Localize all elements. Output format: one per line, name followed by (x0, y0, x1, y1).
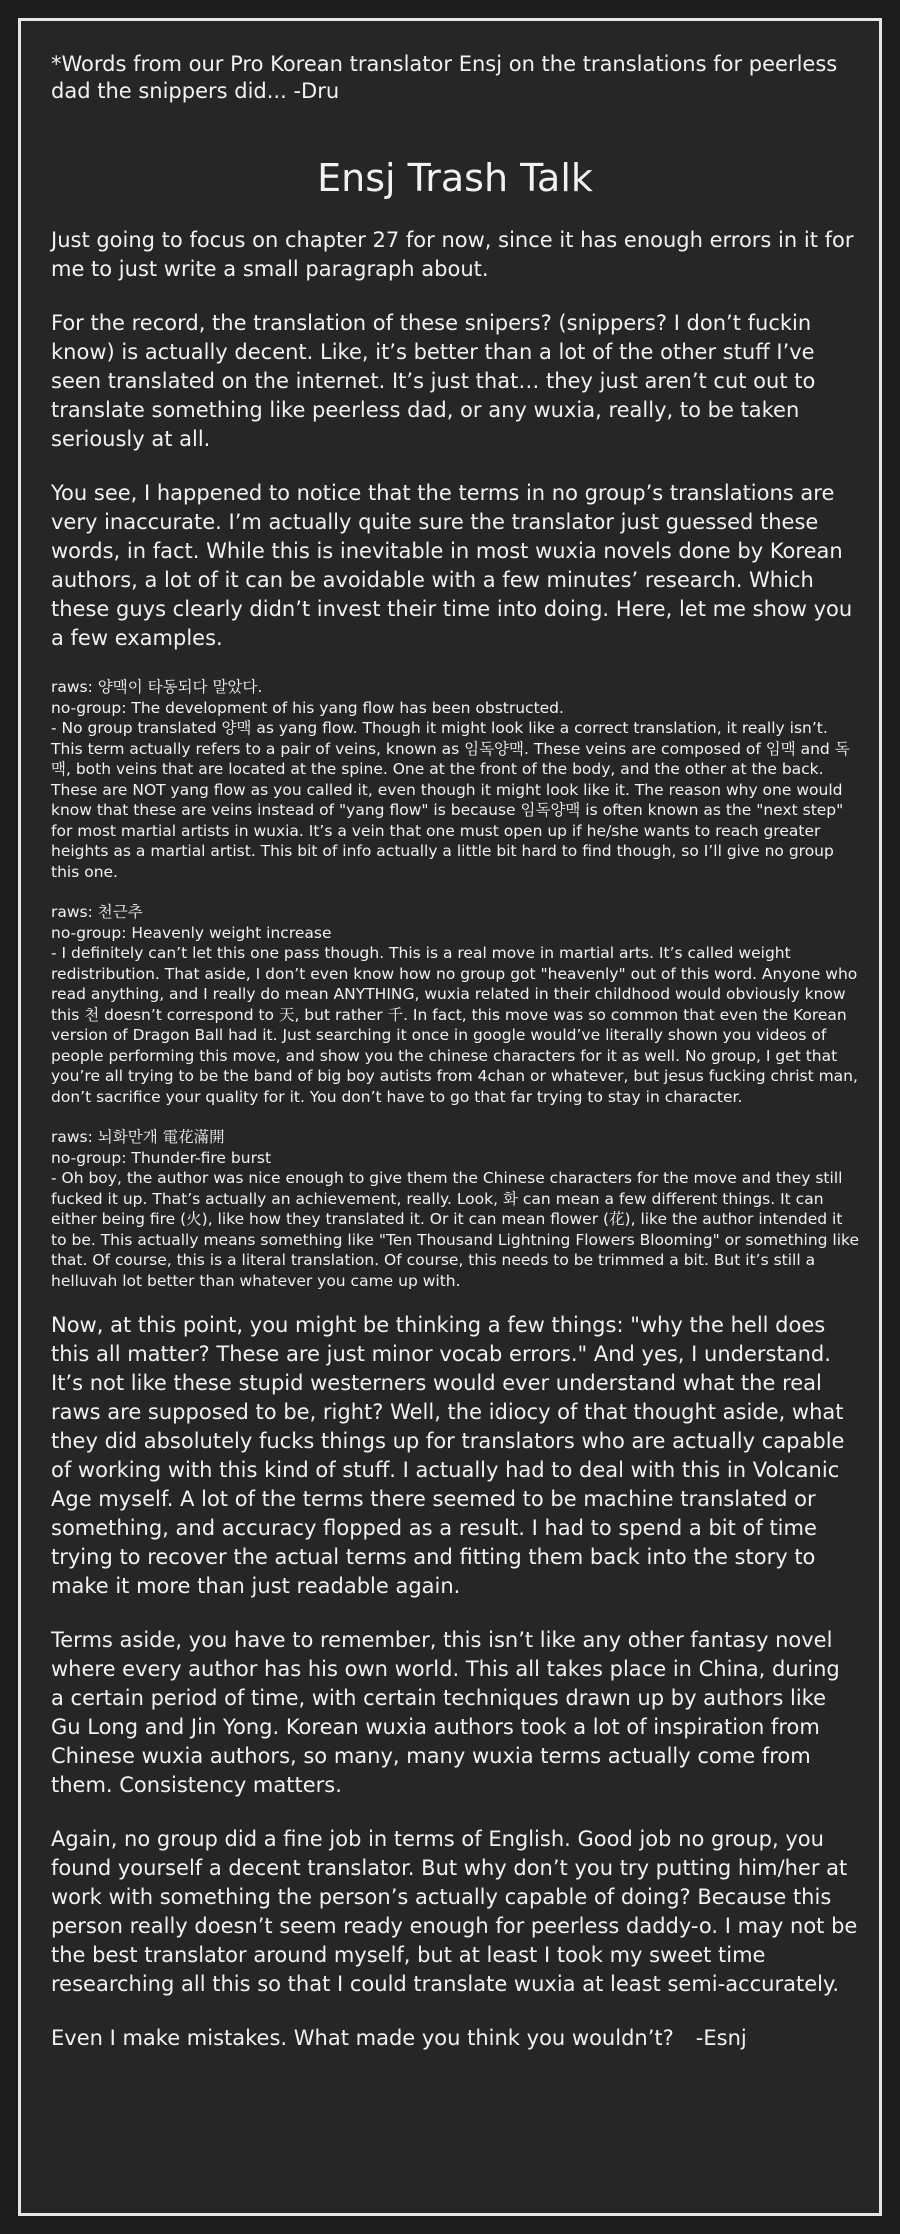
example-raws: raws: 양맥이 타동되다 말았다. (51, 678, 263, 696)
paragraph: Terms aside, you have to remember, this isn’t like any other fantasy novel where every author has his own world. This all takes place in China, during a certain period of time, with certain techniques drawn up by authors like Gu Long and Jin Yong. Korean wuxia authors took a lot of inspiration from Chinese wuxia authors, so many, many wuxia terms actually come from them. Consistency matters. (51, 1628, 840, 1797)
document-content (51, 51, 859, 2053)
document-frame (18, 18, 882, 2216)
page-title: Ensj Trash Talk (317, 156, 593, 200)
example-comment: - Oh boy, the author was nice enough to give them the Chinese characters for the move and they still fucked it up. That’s actually an achievement, really. Look, 화 can mean a few different things. It can either being fire (火), like how they translated it. Or it can mean flower (花), like the author intended it to be. This actually means something like "Ten Thousand Lightning Flowers Blooming" or something like that. Of course, this is a literal translation. Of course, this needs to be trimmed a bit. But it’s still a helluvah lot better than whatever you came up with. (51, 1169, 859, 1290)
translator-note: *Words from our Pro Korean translator Ensj on the translations for peerless dad the snippers did... -Dru (51, 52, 838, 103)
example-block (51, 902, 859, 1107)
example-nogroup: no-group: Thunder-fire burst (51, 1148, 272, 1167)
example-comment: - No group translated 양맥 as yang flow. Though it might look like a correct translation, it really isn’t. This term actually refers to a pair of veins, known as 임독양맥. These veins are composed of 임맥 and 독맥, both veins that are located at the spine. One at the front of the body, and the other at the back. These are NOT yang flow as you called it, even though it might look like it. The reason why one would know that these are veins instead of "yang flow" is because 임독양맥 is often known as the "next step" for most martial artists in wuxia. It’s a vein that one must open up if he/she wants to reach greater heights as a martial artist. This bit of info actually a little bit hard to find though, so I’ll give no group this one. (51, 719, 850, 881)
signature: -Esnj (695, 2026, 747, 2050)
paragraph: Just going to focus on chapter 27 for now, since it has enough errors in it for me to just write a small paragraph about. (51, 228, 854, 281)
paragraph: For the record, the translation of these snipers? (snippers? I don’t fuckin know) is actually decent. Like, it’s better than a lot of the other stuff I’ve seen translated on the internet. It’s just that… they just aren’t cut out to translate something like peerless dad, or any wuxia, really, to be taken seriously at all. (51, 311, 816, 451)
conclusion-section (51, 1311, 859, 1999)
example-block (51, 1127, 859, 1291)
example-nogroup: no-group: The development of his yang flow has been obstructed. (51, 698, 564, 717)
example-comment: - I definitely can’t let this one pass though. This is a real move in martial arts. It’s called weight redistribution. That aside, I don’t even know how no group got "heavenly" out of this word. Anyone who read anything, and I really do mean ANYTHING, wuxia related in their childhood would obviously know this 천 doesn’t correspond to 天, but rather 千. In fact, this move was so common that even the Korean version of Dragon Ball had it. Just searching it once in google would’ve literally shown you videos of people performing this move, and show you the chinese characters for it as well. No group, I get that you’re all trying to be the band of big boy autists from 4chan or whatever, but jesus fucking christ man, don’t sacrifice your quality for it. You don’t have to go that far trying to stay in character. (51, 944, 858, 1106)
closing-text: Even I make mistakes. What made you think you wouldn’t? (51, 2026, 674, 2050)
example-raws: raws: 뇌화만개 電花滿開 (51, 1128, 225, 1146)
example-nogroup: no-group: Heavenly weight increase (51, 923, 332, 942)
paragraph: Now, at this point, you might be thinking a few things: "why the hell does this all matter? These are just minor vocab errors." And yes, I understand. It’s not like these stupid westerners would ever understand what the real raws are supposed to be, right? Well, the idiocy of that thought aside, what they did absolutely fucks things up for translators who are actually capable of working with this kind of stuff. I actually had to deal with this in Volcanic Age myself. A lot of the terms there seemed to be machine translated or something, and accuracy flopped as a result. I had to spend a bit of time trying to recover the actual terms and fitting them back into the story to make it more than just readable again. (51, 1313, 845, 1598)
example-raws: raws: 천근추 (51, 903, 143, 921)
examples-section (51, 677, 859, 1291)
example-block (51, 677, 859, 882)
paragraph: Again, no group did a fine job in terms of English. Good job no group, you found yourself a decent translator. But why don’t you try putting him/her at work with something the person’s actually capable of doing? Because this person really doesn’t seem ready enough for peerless daddy-o. I may not be the best translator around myself, but at least I took my sweet time researching all this so that I could translate wuxia at least semi-accurately. (51, 1827, 858, 1996)
paragraph: You see, I happened to notice that the terms in no group’s translations are very inaccurate. I’m actually quite sure the translator just guessed these words, in fact. While this is inevitable in most wuxia novels done by Korean authors, a lot of it can be avoidable with a few minutes’ research. Which these guys clearly didn’t invest their time into doing. Here, let me show you a few examples. (51, 481, 853, 650)
closing-line (51, 2024, 859, 2053)
